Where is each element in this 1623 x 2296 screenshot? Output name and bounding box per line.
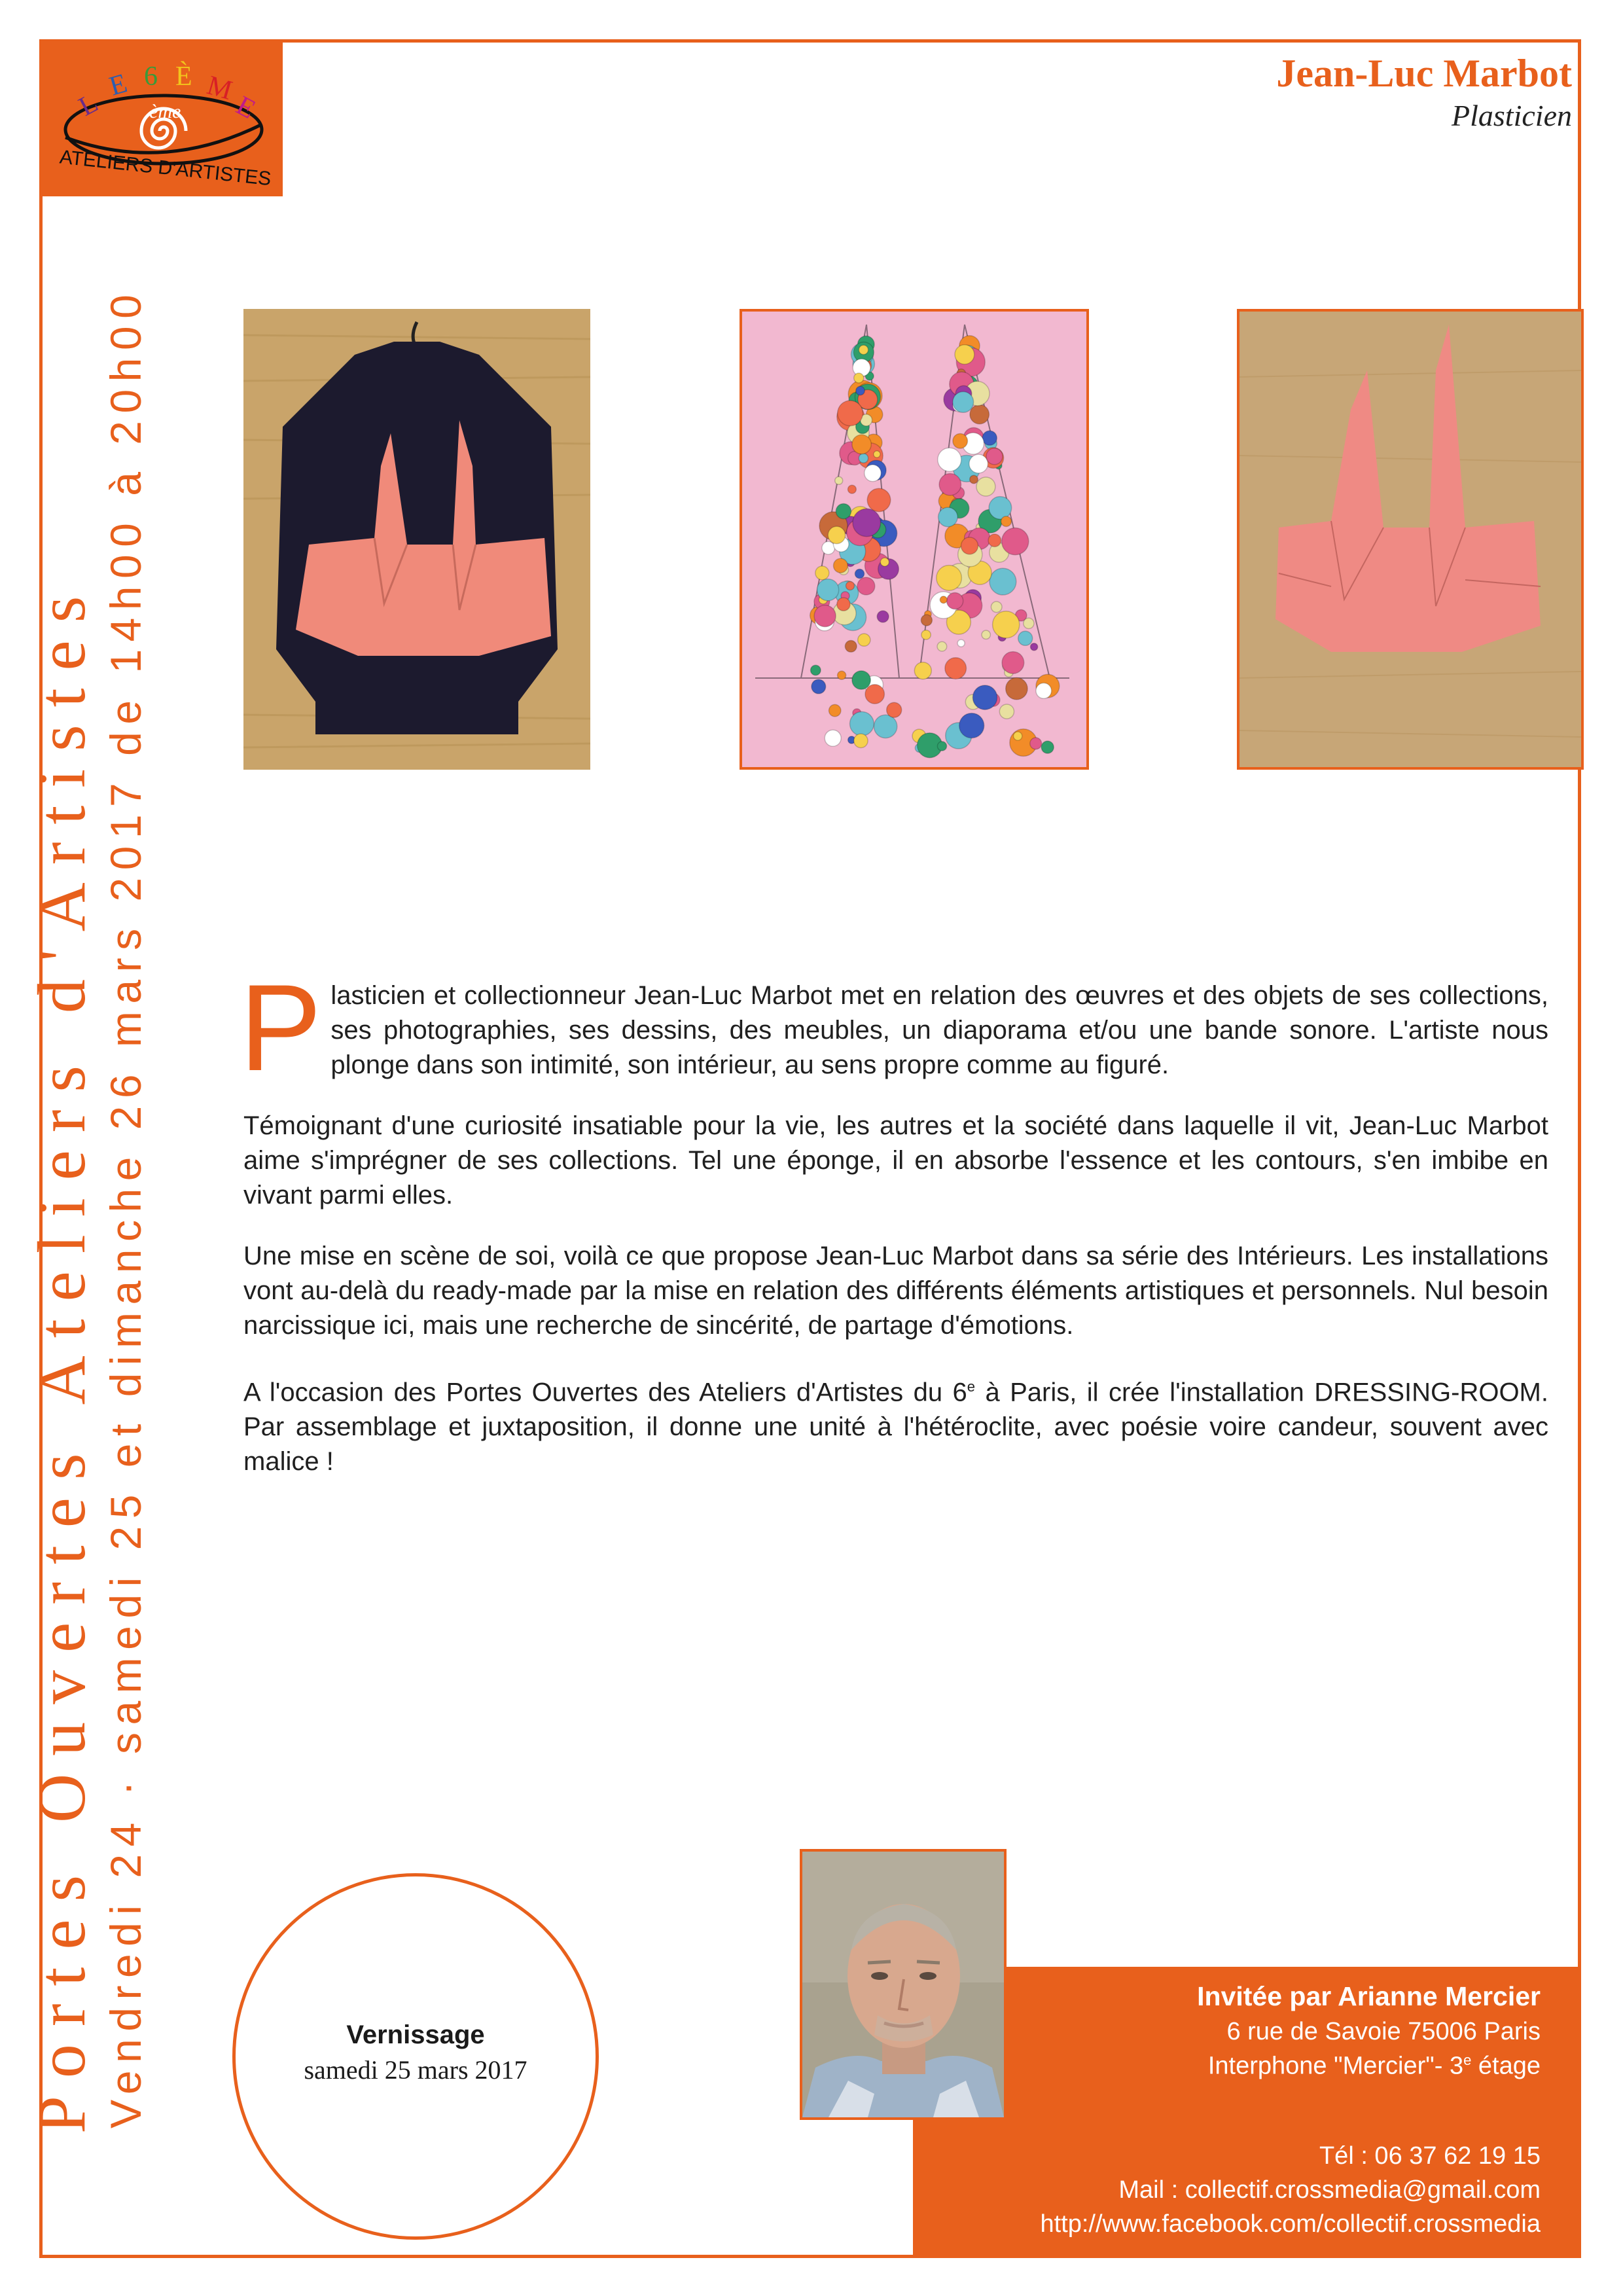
button-dot — [854, 734, 868, 747]
facebook-link[interactable]: http://www.facebook.com/collectif.crossmedia — [1040, 2210, 1541, 2238]
logo-letter-3: 6 — [144, 62, 158, 92]
paragraph-4-part-b: à Paris, il crée l'installation DRESSING-ROOM. Par assemblage et juxtaposition, il donne une unité à l'hétéroclite, avec poésie voire candeur, souvent avec malice ! — [243, 1378, 1548, 1477]
button-dot — [976, 477, 995, 496]
button-dot — [921, 615, 932, 626]
logo-letter-5: M — [204, 70, 236, 106]
button-dot — [846, 582, 855, 590]
dropcap-letter: P — [240, 959, 322, 1096]
vernissage-badge — [232, 1873, 599, 2240]
paper-cutout-artwork — [1237, 309, 1584, 770]
button-dot — [817, 579, 839, 601]
intercom-part-a: Interphone "Mercier"- 3 — [1207, 2052, 1464, 2080]
button-dot — [982, 431, 997, 445]
button-dot — [848, 485, 857, 493]
button-dot — [936, 565, 962, 591]
button-dot — [1041, 741, 1054, 753]
button-dot — [1001, 516, 1012, 527]
intercom-part-b: étage — [1471, 2052, 1541, 2080]
button-dot — [837, 598, 850, 611]
button-dot — [859, 345, 868, 354]
button-dot — [999, 704, 1014, 719]
button-dot — [855, 569, 864, 579]
button-dot — [874, 715, 897, 738]
vernissage-date: samedi 25 mars 2017 — [304, 2055, 527, 2085]
button-dot — [947, 593, 963, 609]
button-dot — [856, 386, 865, 395]
paragraph-3: Une mise en scène de soi, voilà ce que propose Jean-Luc Marbot dans sa série des Intérieurs. Les installations vont au-delà du ready-made par la mise en relation des différents éléments artistiques et personnels. Nul besoin narcissique ici, mais une recherche de sincérité, de partage d'émotions. — [243, 1242, 1548, 1340]
buttons-artwork — [740, 309, 1089, 770]
logo-letter-2: E — [106, 68, 131, 102]
logo-letter-6: E — [231, 90, 260, 125]
button-dot — [940, 596, 947, 603]
button-dot — [852, 671, 870, 689]
button-dot — [989, 497, 1012, 520]
button-dot — [939, 474, 961, 495]
button-dot — [857, 577, 875, 595]
button-dot — [854, 373, 864, 383]
logo-swirl-text: ème — [149, 101, 181, 122]
button-dot — [838, 671, 846, 679]
button-dot — [970, 475, 978, 484]
button-dot — [822, 541, 835, 554]
button-dot — [959, 713, 984, 738]
button-dot — [834, 558, 848, 573]
button-dot — [955, 345, 974, 365]
paragraph-1-text: lasticien et collectionneur Jean-Luc Marbot met en relation des œuvres et des objets de ses collections, ses photographies, ses dessins, des meubles, un diaporama et/ou une bande sonore. L'artiste nous plonge dans son intimité, son intérieur, au sens propre comme au figuré. — [330, 981, 1548, 1079]
button-dot — [867, 488, 891, 512]
button-dot — [991, 601, 1002, 613]
artist-name: Jean-Luc Marbot — [1276, 52, 1572, 95]
button-dot — [825, 730, 841, 746]
button-dot — [811, 665, 821, 675]
button-dot — [858, 634, 870, 646]
button-dot — [961, 537, 978, 554]
button-dot — [845, 641, 857, 653]
button-dot — [1030, 738, 1042, 749]
button-dot — [835, 476, 843, 484]
button-dot — [990, 568, 1016, 595]
button-dot — [859, 454, 868, 463]
button-dot — [865, 465, 882, 482]
button-dot — [937, 742, 946, 751]
address: 6 rue de Savoie 75006 Paris — [1226, 2018, 1541, 2045]
button-dot — [1036, 683, 1052, 699]
jacket-artwork — [243, 309, 590, 770]
button-dot — [986, 448, 1003, 465]
button-dot — [1002, 528, 1029, 555]
button-dot — [993, 611, 1020, 638]
paragraph-4 — [243, 1369, 1548, 1479]
button-dot — [921, 630, 931, 639]
paragraph-4-part-a: A l'occasion des Portes Ouvertes des Ateliers d'Artistes du 6 — [243, 1378, 967, 1407]
intercom-superscript: e — [1463, 2052, 1472, 2068]
artist-description — [240, 959, 1548, 1505]
button-dot — [880, 558, 889, 566]
vernissage-title: Vernissage — [346, 2020, 485, 2049]
button-dot — [938, 448, 961, 471]
button-dot — [853, 509, 881, 537]
button-dot — [838, 401, 863, 426]
button-dot — [1006, 678, 1027, 700]
paragraph-4-superscript: e — [967, 1378, 976, 1395]
logo — [39, 39, 283, 196]
button-dot — [836, 504, 851, 519]
button-dot — [970, 404, 989, 423]
event-dates: Vendredi 24 · samedi 25 et dimanche 26 mars 2017 de 14h00 à 20h00 — [101, 287, 150, 2128]
button-dot — [957, 639, 965, 647]
button-dot — [953, 434, 968, 449]
button-dot — [1018, 631, 1033, 645]
logo-letter-1: L — [74, 88, 103, 122]
button-dot — [829, 704, 841, 716]
button-dot — [877, 611, 889, 622]
intercom — [1208, 2052, 1541, 2081]
button-dot — [852, 435, 871, 454]
button-dot — [828, 526, 845, 543]
contact-panel — [913, 1967, 1581, 2258]
button-dot — [953, 391, 974, 412]
button-dot — [1014, 732, 1022, 740]
button-dot — [982, 630, 990, 639]
button-dot — [972, 685, 997, 709]
button-dot — [1002, 652, 1024, 674]
button-dot — [887, 702, 902, 717]
button-dot — [1031, 643, 1038, 651]
button-dot — [969, 454, 988, 473]
phone: Tél : 06 37 62 19 15 — [1319, 2142, 1541, 2170]
artist-portrait — [800, 1849, 1007, 2120]
button-dot — [938, 507, 958, 527]
logo-graphic — [39, 39, 283, 196]
button-dot — [937, 641, 947, 651]
button-dot — [812, 679, 826, 694]
button-dot — [874, 451, 880, 457]
button-dot — [914, 662, 931, 679]
logo-tagline: ATELIERS D'ARTISTES — [58, 146, 272, 190]
email-link[interactable]: Mail : collectif.crossmedia@gmail.com — [1118, 2176, 1541, 2204]
logo-letter-4: È — [175, 62, 192, 92]
button-dot — [815, 566, 829, 580]
paragraph-2: Témoignant d'une curiosité insatiable pour la vie, les autres et la société dans laquelle il vit, Jean-Luc Marbot aime s'imprégner de ses collections. Tel une éponge, il en absorbe l'essence et les contours, s'en imbibe en vivant parmi elles. — [243, 1111, 1548, 1210]
button-dot — [988, 534, 1001, 547]
button-dot — [814, 605, 836, 627]
button-dot — [850, 711, 874, 736]
invited-by: Invitée par Arianne Mercier — [1197, 1981, 1541, 2011]
artist-role: Plasticien — [1452, 99, 1572, 132]
paragraph-1 — [240, 959, 1548, 1096]
button-dot — [945, 658, 967, 679]
button-dot — [1024, 618, 1034, 628]
button-dot — [865, 685, 884, 704]
event-title: Portes Ouvertes Ateliers d'Artistes — [24, 578, 99, 2134]
